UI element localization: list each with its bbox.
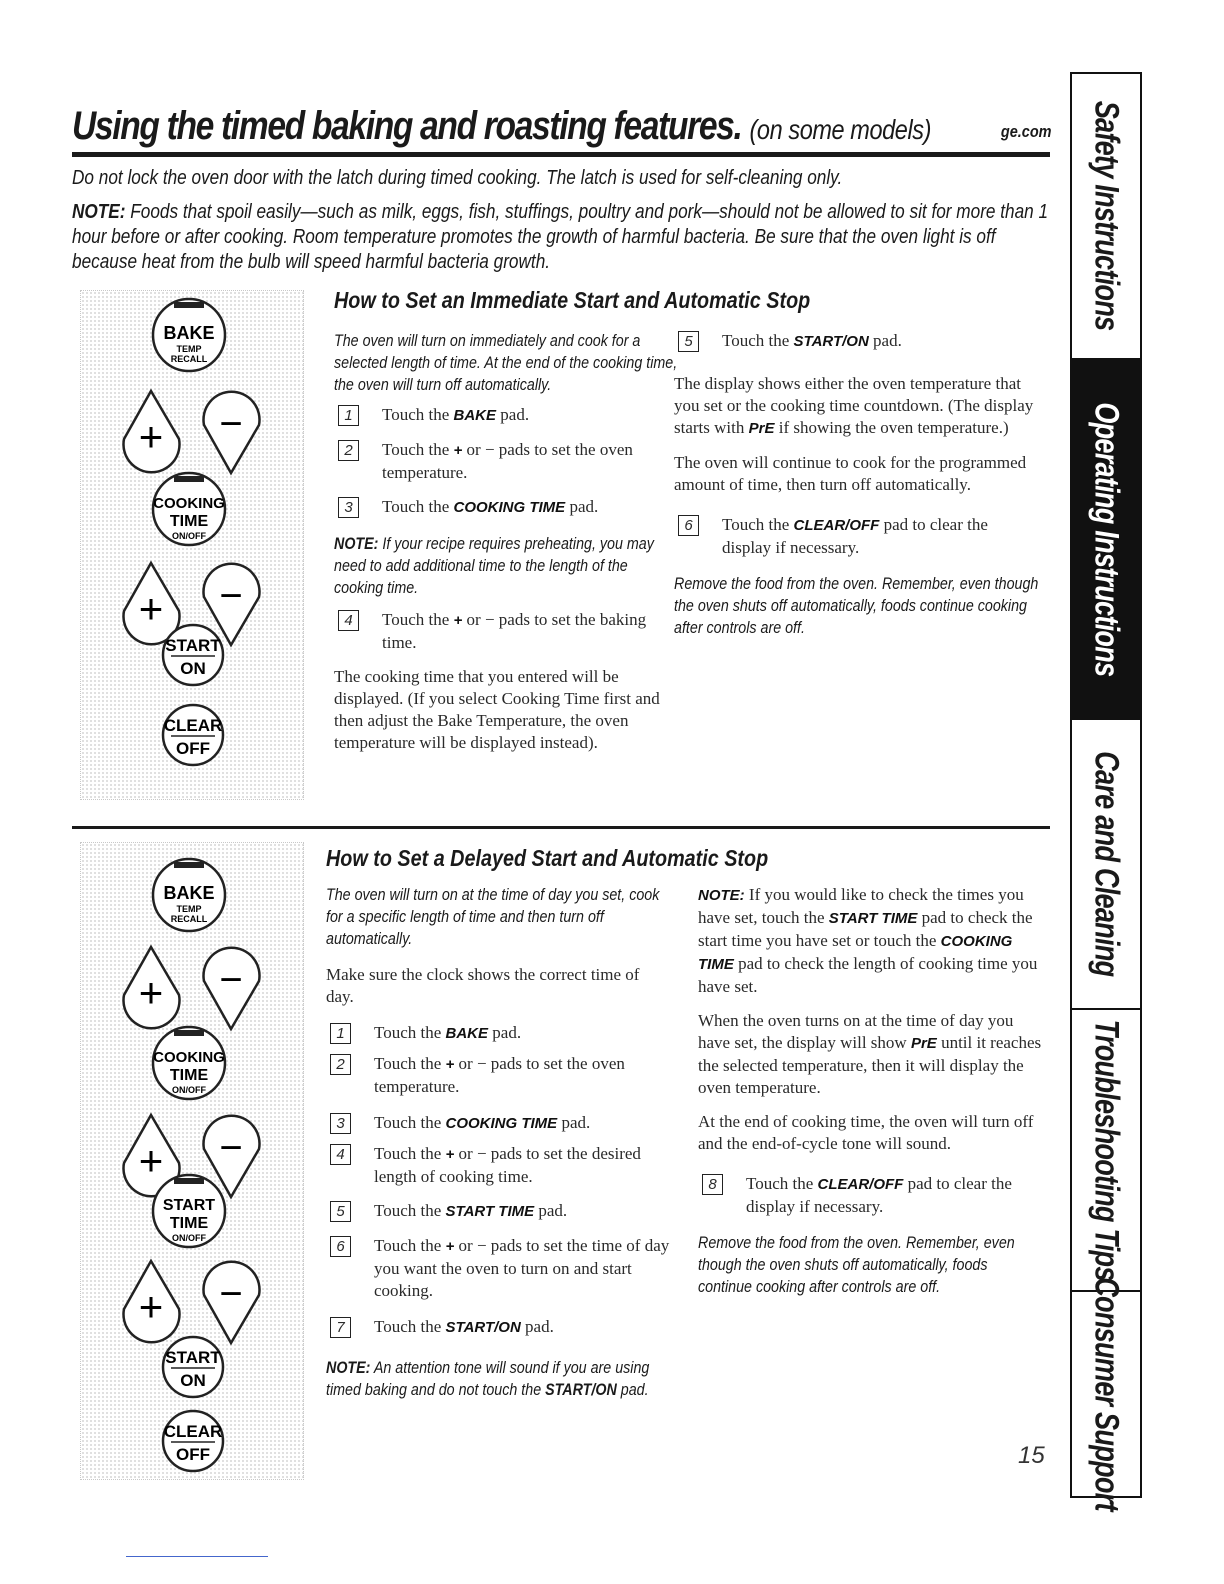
attention-tone-note: NOTE: An attention tone will sound if you are using timed baking and do not touch the START/ON pad.: [326, 1358, 650, 1399]
preheat-note: NOTE: If your recipe requires preheating, you may need to add additional time to the length of the cooking time.: [334, 534, 654, 597]
svg-text:−: −: [219, 574, 243, 618]
display-text: The display shows either the oven temperature that you set or the cooking time countdown. (The display starts with PrE if showing the oven temperature.): [674, 374, 1034, 437]
svg-text:TIME: TIME: [169, 513, 209, 530]
svg-text:+: +: [138, 1137, 164, 1184]
plus-pad: [124, 391, 180, 472]
start-on-pad: [163, 1337, 223, 1397]
page-title: Using the timed baking and roasting features. (on some models): [72, 104, 932, 148]
step-6: 6 Touch the + or − pads to set the time of day you want the oven to turn on and start cooking.: [326, 1235, 672, 1302]
svg-text:START: START: [165, 1348, 221, 1367]
plus-pad: [124, 947, 180, 1028]
step-2: 2 Touch the + or − pads to set the oven temperature.: [326, 1053, 672, 1098]
svg-text:BAKE: BAKE: [163, 883, 215, 903]
cooking-time-pad: [153, 1027, 225, 1099]
step-1: 1 Touch the BAKE pad.: [326, 1022, 672, 1045]
control-panel-illustration-2: [80, 842, 304, 1480]
minus-pad: [204, 392, 260, 473]
footer-line: [126, 1556, 268, 1557]
svg-text:START: START: [162, 1197, 216, 1214]
bake-pad: [153, 859, 225, 931]
header: [72, 104, 1052, 154]
section2-heading: How to Set a Delayed Start and Automatic Stop: [326, 845, 769, 871]
start-on-pad: [163, 625, 223, 685]
section1-left-column: [334, 330, 680, 754]
svg-text:ON/OFF: ON/OFF: [172, 531, 206, 541]
svg-text:OFF: OFF: [176, 1445, 210, 1464]
clock-text: Make sure the clock shows the correct time of day.: [326, 965, 640, 1006]
clear-off-pad: [163, 1411, 223, 1471]
svg-text:COOKING: COOKING: [153, 1049, 225, 1066]
svg-text:ON: ON: [180, 1371, 206, 1390]
svg-text:TIME: TIME: [169, 1067, 209, 1084]
plus-pad: [124, 563, 180, 644]
svg-text:BAKE: BAKE: [163, 323, 215, 343]
svg-text:+: +: [138, 1283, 164, 1330]
tab-safety-instructions[interactable]: Safety Instructions: [1072, 74, 1140, 360]
svg-text:CLEAR: CLEAR: [163, 1422, 223, 1441]
svg-text:−: −: [219, 1272, 243, 1316]
section1-lead: The oven will turn on immediately and cook for a selected length of time. At the end of the cooking time, the oven will turn off automatically.: [334, 331, 678, 394]
svg-text:ON: ON: [180, 659, 206, 678]
check-times-note: NOTE: If you would like to check the times you have set, touch the START TIME pad to check the start time you have set or touch the COOKING TIME pad to check the length of cooking time you have set.: [698, 885, 1038, 996]
minus-pad: [204, 948, 260, 1029]
minus-pad: [204, 1262, 260, 1343]
control-panel-illustration-1: [80, 290, 304, 800]
header-rule: [72, 152, 1050, 157]
svg-text:CLEAR: CLEAR: [163, 716, 223, 735]
title-suffix: (on some models): [749, 114, 932, 145]
section1-right-column: [674, 330, 1040, 639]
start-time-pad: [153, 1175, 225, 1247]
food-safety-note: NOTE: Foods that spoil easily—such as milk, eggs, fish, stuffings, poultry and pork—should not be allowed to sit for more than 1 hour before or after cooking. Room temperature promotes the growth of harmful bacteria. Be sure that the oven light is off because heat from the bulb will speed harmful bacteria growth.: [72, 201, 1049, 273]
tab-care-and-cleaning[interactable]: Care and Cleaning: [1072, 720, 1140, 1010]
turns-on-text: When the oven turns on at the time of day you have set, the display will show PrE until it reaches the selected temperature, then it will display the oven temperature.: [698, 1011, 1042, 1097]
latch-warning: Do not lock the oven door with the latch during timed cooking. The latch is used for self-cleaning only.: [72, 167, 843, 189]
page-number: 15: [1018, 1442, 1045, 1469]
step-3: 3 Touch the COOKING TIME pad.: [334, 496, 680, 519]
remove-food-note: Remove the food from the oven. Remember, even though the oven shuts off automatically, foods continue cooking after controls are off.: [674, 574, 1039, 637]
svg-text:−: −: [219, 1126, 243, 1170]
svg-text:OFF: OFF: [176, 739, 210, 758]
svg-text:RECALL: RECALL: [170, 354, 208, 364]
step-2: 2 Touch the + or − pads to set the oven temperature.: [334, 439, 680, 484]
svg-text:ON/OFF: ON/OFF: [172, 1233, 206, 1243]
step-6: 6 Touch the CLEAR/OFF pad to clear the display if necessary.: [674, 514, 1040, 559]
svg-text:+: +: [138, 413, 164, 460]
tab-operating-instructions[interactable]: Operating Instructions: [1072, 360, 1140, 720]
step-1: 1 Touch the BAKE pad.: [334, 404, 680, 427]
step-3: 3 Touch the COOKING TIME pad.: [326, 1112, 672, 1135]
tab-troubleshooting-tips[interactable]: Troubleshooting Tips: [1072, 1010, 1140, 1292]
bake-pad: [153, 299, 225, 371]
step-7: 7 Touch the START/ON pad.: [326, 1316, 672, 1339]
section2-lead: The oven will turn on at the time of day you set, cook for a specific length of time and then turn off automatically.: [326, 885, 660, 948]
svg-text:−: −: [219, 402, 243, 446]
svg-text:START: START: [165, 636, 221, 655]
step-5: 5 Touch the START TIME pad.: [326, 1200, 672, 1223]
svg-text:TIME: TIME: [169, 1215, 209, 1232]
svg-text:TEMP: TEMP: [176, 904, 202, 914]
section-divider: [72, 826, 1050, 829]
end-of-cycle-text: At the end of cooking time, the oven will turn off and the end-of-cycle tone will sound.: [698, 1112, 1034, 1153]
section-tabs: [1070, 72, 1142, 1511]
cooking-time-pad: [153, 473, 225, 545]
step-5: 5 Touch the START/ON pad.: [674, 330, 1040, 353]
step-4: 4 Touch the + or − pads to set the baking time.: [334, 609, 680, 654]
step-8: 8 Touch the CLEAR/OFF pad to clear the display if necessary.: [698, 1173, 1048, 1218]
section2-left-column: [326, 884, 672, 1401]
step-4: 4 Touch the + or − pads to set the desired length of cooking time.: [326, 1143, 672, 1188]
entered-time-text: The cooking time that you entered will be displayed. (If you select Cooking Time first and then adjust the Bake Temperature, the oven temperature will be displayed instead).: [334, 667, 660, 752]
clear-off-pad: [163, 705, 223, 765]
svg-text:ON/OFF: ON/OFF: [172, 1085, 206, 1095]
plus-pad: [124, 1261, 180, 1342]
svg-text:RECALL: RECALL: [170, 914, 208, 924]
svg-text:+: +: [138, 969, 164, 1016]
svg-text:TEMP: TEMP: [176, 344, 202, 354]
tab-consumer-support[interactable]: Consumer Support: [1087, 1277, 1126, 1511]
site-url: ge.com: [1001, 122, 1052, 141]
continue-text: The oven will continue to cook for the programmed amount of time, then turn off automatically.: [674, 453, 1027, 494]
svg-text:+: +: [138, 585, 164, 632]
svg-text:COOKING: COOKING: [153, 495, 225, 512]
remove-food-note: Remove the food from the oven. Remember, even though the oven shuts off automatically, foods continue cooking after controls are off.: [698, 1233, 1015, 1296]
svg-text:−: −: [219, 958, 243, 1002]
section2-right-column: [698, 884, 1048, 1298]
section1-heading: How to Set an Immediate Start and Automatic Stop: [334, 287, 811, 313]
